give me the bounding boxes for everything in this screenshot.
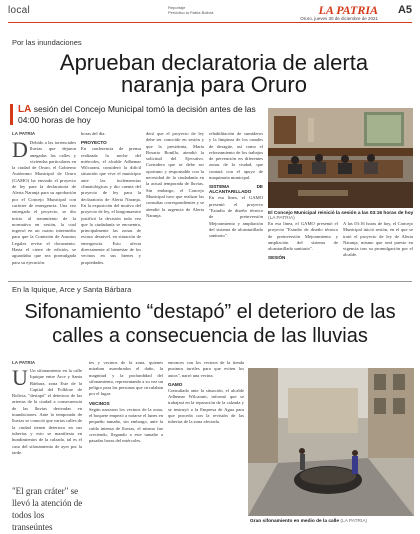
- header-mid-text: [168, 5, 213, 15]
- page-number: A5: [397, 4, 412, 16]
- story2-headline: Sifonamiento “destapó” el deterioro de las calles a consecuencia de las lluvias: [24, 301, 396, 347]
- story1-lede-lead: LA: [18, 104, 32, 115]
- story2-column-2: [89, 360, 163, 524]
- story1-col4-subhead: SISTEMA DE ALCANTARILLADO: [209, 184, 263, 195]
- story2-col3-subhead: GAMO: [168, 381, 183, 387]
- story2-photo-caption: [250, 519, 416, 524]
- drop-cap: D: [12, 140, 28, 162]
- story1-column-2: [81, 131, 141, 275]
- story1-byline: LA PATRIA: [12, 131, 36, 136]
- story1-col5-subhead: SESIÓN: [268, 255, 286, 261]
- story2-col1-text: Un sifonamiento en la calle Iquique entre Arce y Santa Bárbara, zona Este de la Capital del Folklore de Bolivia, "destapó" el deterioro de las arterias de la ciudad a consecuencia de las lluvias derivadas en inundaciones. Ante la temporada de lluvias se conoció que varias calles de la ciudad tienen deterioro en sus tuberías y esto se manifiesta en hundimientos de la calzada, tal es el caso del sifonamiento de ayer por la tarde.: [12, 368, 82, 455]
- drop-cap-2: U: [12, 368, 28, 390]
- story1-column-4: [209, 131, 263, 275]
- header-mid-line1: Reportaje: [168, 5, 186, 10]
- story1-column-6: [343, 221, 413, 277]
- story1-photo-caption: [268, 211, 416, 221]
- story1-column-5: [268, 221, 338, 277]
- masthead-logo: LA PATRIA: [318, 3, 378, 17]
- section-label: local: [8, 5, 31, 16]
- page-header: [8, 3, 412, 23]
- story2-kicker: En la Iquique, Arce y Santa Bárbara: [12, 285, 132, 294]
- story1-col5-text-b: En esa línea, el GAMO presentó el proyecto "Estudio de diseño técnico de preinversión Mejoramiento y ampliación del sistema de alcantarillado sanitario".: [268, 221, 338, 252]
- header-date: Oruro, jueves 30 de diciembre de 2021: [300, 16, 378, 21]
- sinkhole-illustration: [248, 368, 414, 516]
- story1-kicker: Por las inundaciones: [12, 38, 82, 47]
- council-session-illustration: [268, 108, 413, 208]
- story1-col2-text: En conferencia de prensa realizada la noche del miércoles, el alcalde Adhemar Wilcarani, consideró la difícil situación que vive el municipio ante las inclemencias climatológicas y dio cuenta del proyecto de ley para la declaratoria de Alerta Naranja. En la exposición del motivo del proyecto de ley, el burgomaestre justificó la decisión toda vez que la ciudadanía se encuentra, principalmente las zonas de escaso desnivel, en situación de emergencia. Esto afecta directamente al bienestar de los vecinos en sus bienes y propiedades.: [81, 146, 141, 265]
- story1-col4-text-b: En esa línea, el GAMO presentó el proyecto "Estudio de diseño técnico de preinversión Mejoramiento y ampliación del sistema de alcantarillado sanitario".: [209, 195, 263, 239]
- story1-col2-subhead: PROYECTO: [81, 140, 107, 146]
- story2-col3-text: entonces con los vecinos de la tienda pusimos turriles para que eviten los autos", narró una vecina.: [168, 360, 244, 378]
- story2-col2-subhead: VECINOS: [89, 400, 110, 406]
- story-divider: [8, 281, 412, 282]
- story2-caption-credit: (LA PATRIA): [340, 519, 368, 524]
- story2-column-1: [12, 368, 82, 482]
- story2-column-3: [168, 360, 244, 524]
- story1-column-3: [146, 131, 204, 275]
- story2-caption-text: Gran sifonamiento en medio de la calle: [250, 519, 340, 524]
- story2-byline: LA PATRIA: [12, 360, 36, 365]
- story1-col6-text: A las 03:16 horas de hoy, el Concejo Municipal inició sesión, en el que se trató el proyecto de ley de Alerta Naranja, mismo que será puesto en vigencia tras su promulgación por el alcalde.: [343, 221, 413, 258]
- story1-col2-start: horas del día.: [81, 131, 106, 136]
- story1-caption-text: El Concejo Municipal reinició la sesión a las 03:16 horas de hoy: [268, 211, 414, 216]
- story1-headline: Aprueban declaratoria de alerta naranja para Oruro: [59, 50, 369, 97]
- story1-lede: [10, 104, 260, 125]
- sinkhole-photo: [248, 368, 414, 516]
- story1-caption-credit: (LA PATRIA): [268, 216, 295, 221]
- story1-column-1: [12, 140, 76, 275]
- header-mid-line2: Periódico la Patria Bolivia: [168, 10, 214, 15]
- story1-col3-text: deró que el proyecto de ley debe ser conocido en sesión y que la presidenta, María Rosario Bonilla, atendió la solicitud del Ejecutivo. Considera que se debe ser oportuno y responsable con la necesidad de la ciudadanía en la actual temporada de lluvias. Sin embargo, el Concejo Municipal tuvo que realizar las consultas correspondientes y se atendió la urgencia de Alerta Naranja.: [146, 131, 204, 218]
- story2-col2-text-b: Según narraron los vecinos de la zona, el boquete empezó a notarse el lunes en pequeño tamaño, sin embargo, ante la caída intensa de lluvias, el mismo fue creciendo, llegando a este tamaño a pasadas horas del miércoles.: [89, 406, 163, 444]
- story1-col4-text: rehabilitación de sumideros y la limpieza de los canales de desagüe, así como el reforzamiento de los trabajos de prevención en diferentes zonas de la ciudad, que contará con el apoyo de maquinaria municipal.: [209, 131, 263, 181]
- story2-pull-quote: "El gran cráter" se llevó la atención de todos los transeúntes: [12, 486, 83, 532]
- story2-col3-text-b: Consultado ante la situación, el alcalde Adhemar Wilcarani, informó que se trabajará en la reparación de la calzada y se instruyó a la Empresa de Agua para que proceda con la revisión de las tuberías de la zona afectada.: [168, 387, 244, 425]
- story2-col2-text: tes y vecinos de la zona, quienes miraban asombrados el daño, la magnitud y la profundidad del sifonamiento, representando a su vez un peligro para las personas que circulaban por el lugar.: [89, 360, 163, 397]
- story1-lede-text: sesión del Concejo Municipal tomó la decisión antes de las 04:00 horas de hoy: [18, 104, 256, 125]
- council-session-photo: [268, 108, 413, 208]
- story1-col1-text: Debido a las torrenciales lluvias que dejaron anegadas las calles y viviendas particulares en la ciudad de Oruro, el Gobierno Autónomo Municipal de Oruro (GAMO) ha enviado el proyecto de ley para la declaratoria de Alerta Naranja para su aprobación por el Concejo Municipal con carácter de emergencia. Una vez entregado el proyecto, se dio inicio al tratamiento de la normativa en sesión, la cual ingresó en un cuarto intermedio para que la Comisión de Asuntos Legales revise el documento. Hasta el cierre de edición, se aguardaba que sea promulgada para su ejecución.: [12, 140, 76, 265]
